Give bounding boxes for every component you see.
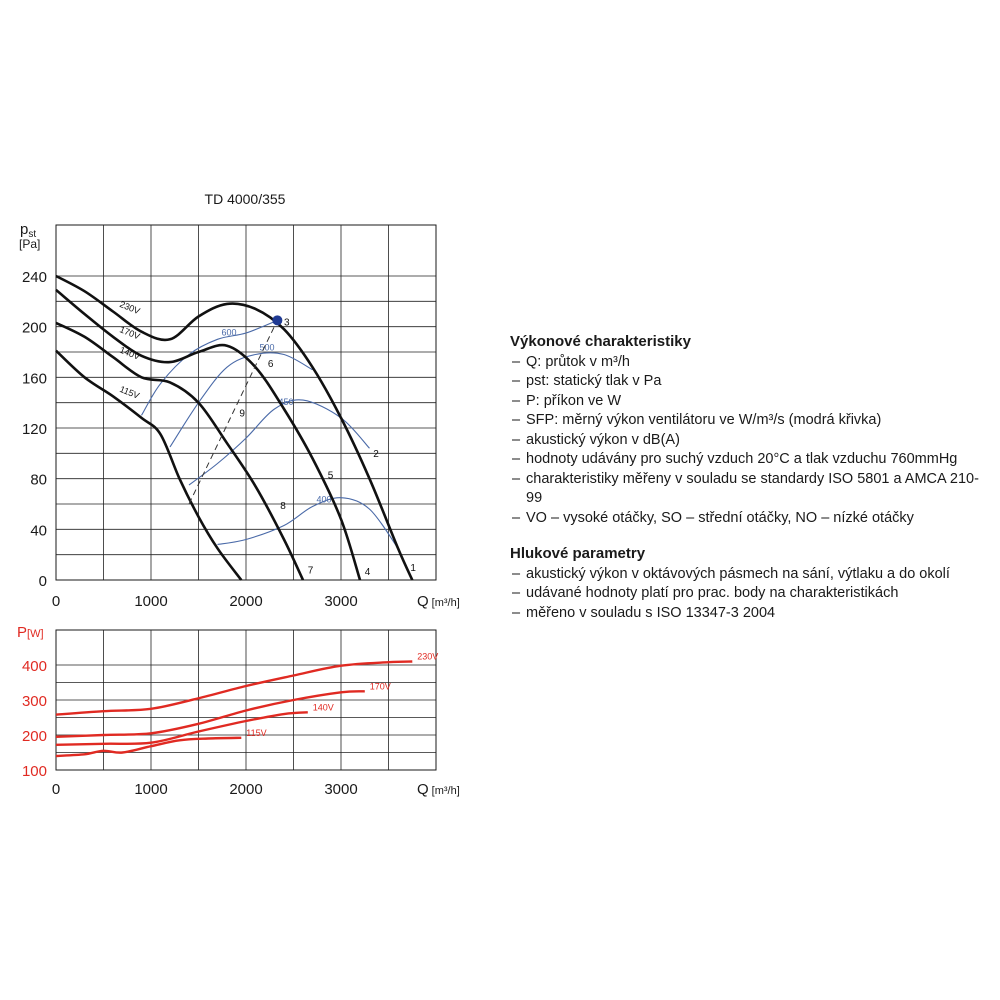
- curve-number: 8: [280, 501, 286, 513]
- sfp-label: 450: [278, 397, 294, 407]
- pressure-chart: [19, 191, 460, 610]
- power-series-label: 115V: [246, 727, 267, 738]
- y-axis-label: $p_{st}$: [20, 221, 37, 240]
- curve-number: 1: [410, 563, 416, 575]
- list-item: – měřeno v souladu s ISO 13347-3 2004: [510, 604, 990, 624]
- x-tick-label: 0: [51, 781, 61, 798]
- curve-number: 2: [373, 449, 379, 461]
- x-tick-label: 2000: [229, 593, 263, 610]
- x-tick-label: 1000: [134, 593, 168, 610]
- series-line-115V: [56, 351, 241, 580]
- series-label: 140V: [118, 344, 142, 362]
- list-item: – pst: statický tlak v Pa: [510, 372, 990, 392]
- curve-number: 5: [327, 470, 334, 482]
- noise-list: [510, 565, 990, 624]
- list-item: – charakteristiky měřeny v souladu se standardy ISO 5801 a AMCA 210-99: [510, 470, 990, 509]
- y-tick-label: 0: [38, 573, 47, 590]
- curve-number: 7: [307, 565, 314, 577]
- sfp-curve-450: [189, 400, 370, 485]
- power-chart: [17, 624, 460, 798]
- list-item: – hodnoty udávány pro suchý vzduch 20°C a tlak vzduchu 760mmHg: [510, 450, 990, 470]
- x-tick-labels: [52, 593, 358, 610]
- y-tick-labels: [22, 269, 47, 590]
- x-tick-label: 3000: [324, 781, 358, 798]
- x-tick-label: 2000: [229, 781, 263, 798]
- list-item: – udávané hodnoty platí pro prac. body na charakteristikách: [510, 584, 990, 604]
- chart-title: TD 4000/355: [204, 191, 286, 207]
- y-tick-label: 100: [21, 763, 47, 780]
- y-tick-label: 40: [30, 522, 47, 540]
- performance-section: [510, 332, 990, 528]
- series-line-170V: [56, 290, 360, 580]
- y-tick-label: 80: [30, 471, 47, 489]
- sfp-curve-400: [218, 498, 399, 549]
- performance-heading: Výkonové charakteristiky: [510, 333, 691, 350]
- list-item: – P: příkon ve W: [510, 392, 990, 412]
- performance-list: [510, 353, 990, 529]
- series-label: 170V: [118, 324, 142, 342]
- power-curves: [56, 652, 438, 757]
- power-line-115V: [56, 738, 241, 756]
- x-axis-label: Q [m³/h]: [417, 593, 460, 610]
- sfp-label: 500: [259, 342, 275, 353]
- list-item: – akustický výkon v dB(A): [510, 431, 990, 451]
- list-item: – SFP: měrný výkon ventilátoru ve W/m³/s (modrá křivka): [510, 411, 990, 431]
- curve-number: 6: [267, 359, 274, 371]
- list-item: – Q: průtok v m³/h: [510, 353, 990, 373]
- curve-number: 4: [364, 566, 371, 578]
- y-tick-label: 160: [21, 370, 47, 388]
- x-tick-label: 1000: [134, 781, 168, 798]
- sfp-label: 600: [221, 327, 237, 338]
- list-item: – VO – vysoké otáčky, SO – střední otáčky, NO – nízké otáčky: [510, 509, 990, 529]
- series-label: 230V: [118, 299, 142, 317]
- noise-heading: Hlukové parametry: [510, 545, 646, 562]
- noise-section: [510, 544, 990, 623]
- power-series-label: 170V: [369, 681, 391, 692]
- series-label: 115V: [118, 383, 141, 401]
- y-axis-unit: [Pa]: [19, 237, 41, 251]
- series-line-140V: [56, 323, 303, 580]
- y-tick-label: 200: [21, 728, 47, 745]
- y-tick-label: 240: [21, 269, 47, 286]
- x-tick-label: 3000: [324, 593, 358, 610]
- power-series-label: 230V: [417, 651, 439, 662]
- grid: [56, 225, 436, 580]
- power-series-label: 140V: [312, 702, 334, 713]
- power-x-axis-label: Q [m³/h]: [417, 781, 460, 798]
- power-axis-label: P[W]: [17, 624, 44, 641]
- list-item: – akustický výkon v oktávových pásmech na sání, výtlaku a do okolí: [510, 565, 990, 585]
- power-line-230V: [56, 662, 412, 715]
- operating-point: [272, 315, 282, 325]
- x-tick-label: 0: [51, 593, 61, 610]
- curve-number: 3: [284, 317, 290, 329]
- power-y-tick-labels: [22, 658, 47, 780]
- sfp-label: 400: [316, 494, 332, 505]
- curve-number: 9: [239, 408, 245, 420]
- y-tick-label: 400: [21, 658, 47, 675]
- y-tick-label: 120: [21, 421, 47, 438]
- y-tick-label: 300: [21, 693, 47, 710]
- y-tick-label: 200: [21, 319, 47, 337]
- power-x-tick-labels: [52, 781, 358, 798]
- power-grid: [56, 630, 439, 770]
